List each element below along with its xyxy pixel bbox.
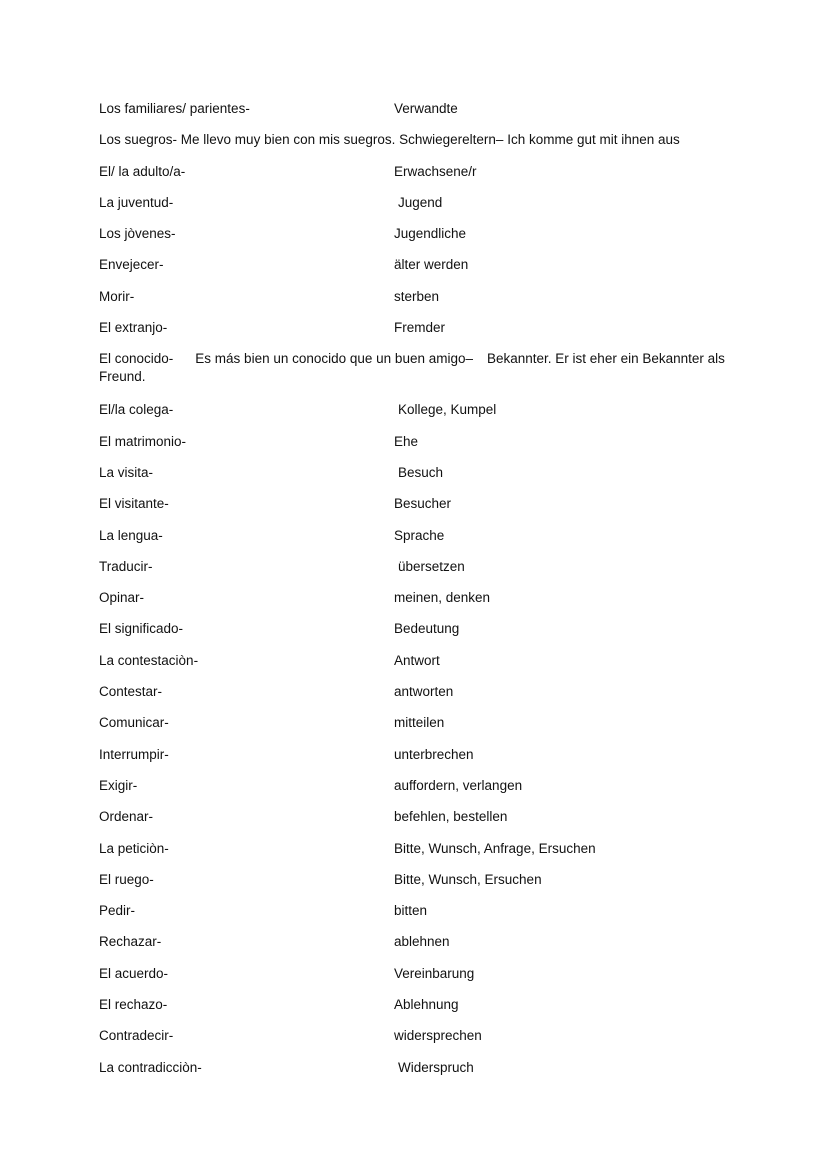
spanish-term: Opinar- bbox=[99, 590, 145, 606]
german-translation: Ablehnung bbox=[394, 997, 459, 1013]
vocab-row bbox=[99, 319, 739, 350]
vocab-row bbox=[99, 401, 739, 432]
spanish-term: Traducir- bbox=[99, 558, 153, 574]
vocab-row bbox=[99, 433, 739, 464]
spanish-term: Envejecer- bbox=[99, 257, 164, 273]
spanish-term: La contestaciòn- bbox=[99, 652, 199, 668]
german-translation: auffordern, verlangen bbox=[394, 777, 523, 793]
vocab-row bbox=[99, 965, 739, 996]
spanish-term: El conocido- bbox=[99, 351, 174, 367]
vocab-row-example bbox=[99, 131, 739, 162]
vocab-row bbox=[99, 652, 739, 683]
german-translation: Bitte, Wunsch, Anfrage, Ersuchen bbox=[394, 840, 596, 856]
german-translation: Antwort bbox=[394, 652, 440, 668]
vocab-row bbox=[99, 558, 739, 589]
german-translation: Bedeutung bbox=[394, 621, 460, 637]
german-sentence: Bekannter. Er ist eher ein Bekannter als Freund. bbox=[99, 351, 725, 385]
spanish-example: Es más bien un conocido que un buen amigo– bbox=[195, 351, 473, 367]
spanish-term: Los familiares/ parientes- bbox=[99, 101, 250, 116]
german-translation: Bitte, Wunsch, Ersuchen bbox=[394, 871, 542, 887]
spanish-term: La juventud- bbox=[99, 194, 174, 210]
spanish-term: Comunicar- bbox=[99, 715, 169, 731]
vocab-row bbox=[99, 996, 739, 1027]
spanish-term: El rechazo- bbox=[99, 997, 168, 1013]
vocab-row bbox=[99, 100, 739, 131]
german-translation: Jugendliche bbox=[394, 226, 467, 242]
spanish-term: Morir- bbox=[99, 288, 135, 304]
spanish-term: El significado- bbox=[99, 621, 184, 637]
german-translation: sterben bbox=[394, 288, 440, 304]
german-translation: Ehe bbox=[394, 433, 419, 449]
vocab-row bbox=[99, 871, 739, 902]
german-translation: Sprache bbox=[394, 527, 445, 543]
spanish-term: Contradecir- bbox=[99, 1028, 174, 1044]
spanish-term: El acuerdo- bbox=[99, 965, 169, 981]
vocab-row-example bbox=[99, 350, 739, 401]
spanish-term: Pedir- bbox=[99, 903, 136, 919]
vocab-row bbox=[99, 225, 739, 256]
german-translation: Vereinbarung bbox=[394, 965, 475, 981]
spanish-term: La lengua- bbox=[99, 527, 163, 543]
spanish-term: Contestar- bbox=[99, 684, 163, 700]
spanish-term: Ordenar- bbox=[99, 809, 154, 825]
vocab-row bbox=[99, 527, 739, 558]
german-translation: Besucher bbox=[394, 496, 452, 512]
vocab-row bbox=[99, 464, 739, 495]
vocab-row bbox=[99, 1027, 739, 1058]
german-translation: Verwandte bbox=[394, 101, 458, 116]
spanish-term: Interrumpir- bbox=[99, 746, 169, 762]
german-translation: Widerspruch bbox=[398, 1059, 474, 1075]
spanish-term: La peticiòn- bbox=[99, 840, 169, 856]
german-translation: Besuch bbox=[398, 464, 444, 480]
german-translation: meinen, denken bbox=[394, 590, 491, 606]
vocab-row bbox=[99, 589, 739, 620]
spanish-term: La visita- bbox=[99, 464, 154, 480]
spanish-term: Rechazar- bbox=[99, 934, 162, 950]
example-sentence-line: Los suegros- Me llevo muy bien con mis suegros. Schwiegereltern– Ich komme gut mit ihnen aus bbox=[99, 132, 680, 148]
example-paragraph bbox=[99, 350, 739, 386]
vocabulary-list bbox=[99, 100, 739, 1090]
german-translation: Jugend bbox=[398, 194, 443, 210]
spanish-term: La contradicciòn- bbox=[99, 1059, 202, 1075]
german-translation: älter werden bbox=[394, 257, 469, 273]
german-translation: Fremder bbox=[394, 320, 446, 336]
vocab-row bbox=[99, 683, 739, 714]
vocab-row bbox=[99, 714, 739, 745]
vocab-row bbox=[99, 808, 739, 839]
vocab-row bbox=[99, 163, 739, 194]
spanish-term: El/la colega- bbox=[99, 402, 174, 418]
spanish-term: El visitante- bbox=[99, 496, 169, 512]
vocab-row bbox=[99, 495, 739, 526]
german-translation: befehlen, bestellen bbox=[394, 809, 508, 825]
vocab-row bbox=[99, 1059, 739, 1090]
german-translation: übersetzen bbox=[398, 558, 465, 574]
vocab-row bbox=[99, 256, 739, 287]
spanish-term: El/ la adulto/a- bbox=[99, 163, 186, 179]
vocab-row bbox=[99, 746, 739, 777]
german-translation: unterbrechen bbox=[394, 746, 474, 762]
vocab-row bbox=[99, 840, 739, 871]
german-translation: antworten bbox=[394, 684, 454, 700]
german-translation: mitteilen bbox=[394, 715, 445, 731]
spanish-term: El extranjo- bbox=[99, 320, 168, 336]
spanish-term: Exigir- bbox=[99, 777, 138, 793]
german-translation: bitten bbox=[394, 903, 428, 919]
spanish-term: Los jòvenes- bbox=[99, 226, 176, 242]
vocab-row bbox=[99, 288, 739, 319]
vocab-row bbox=[99, 194, 739, 225]
vocab-row bbox=[99, 902, 739, 933]
german-translation: widersprechen bbox=[394, 1028, 482, 1044]
german-translation: Erwachsene/r bbox=[394, 163, 477, 179]
vocab-row bbox=[99, 620, 739, 651]
vocab-row bbox=[99, 933, 739, 964]
spanish-term: El ruego- bbox=[99, 871, 154, 887]
german-translation: ablehnen bbox=[394, 934, 450, 950]
vocab-row bbox=[99, 777, 739, 808]
spanish-term: El matrimonio- bbox=[99, 433, 187, 449]
german-translation: Kollege, Kumpel bbox=[398, 402, 497, 418]
